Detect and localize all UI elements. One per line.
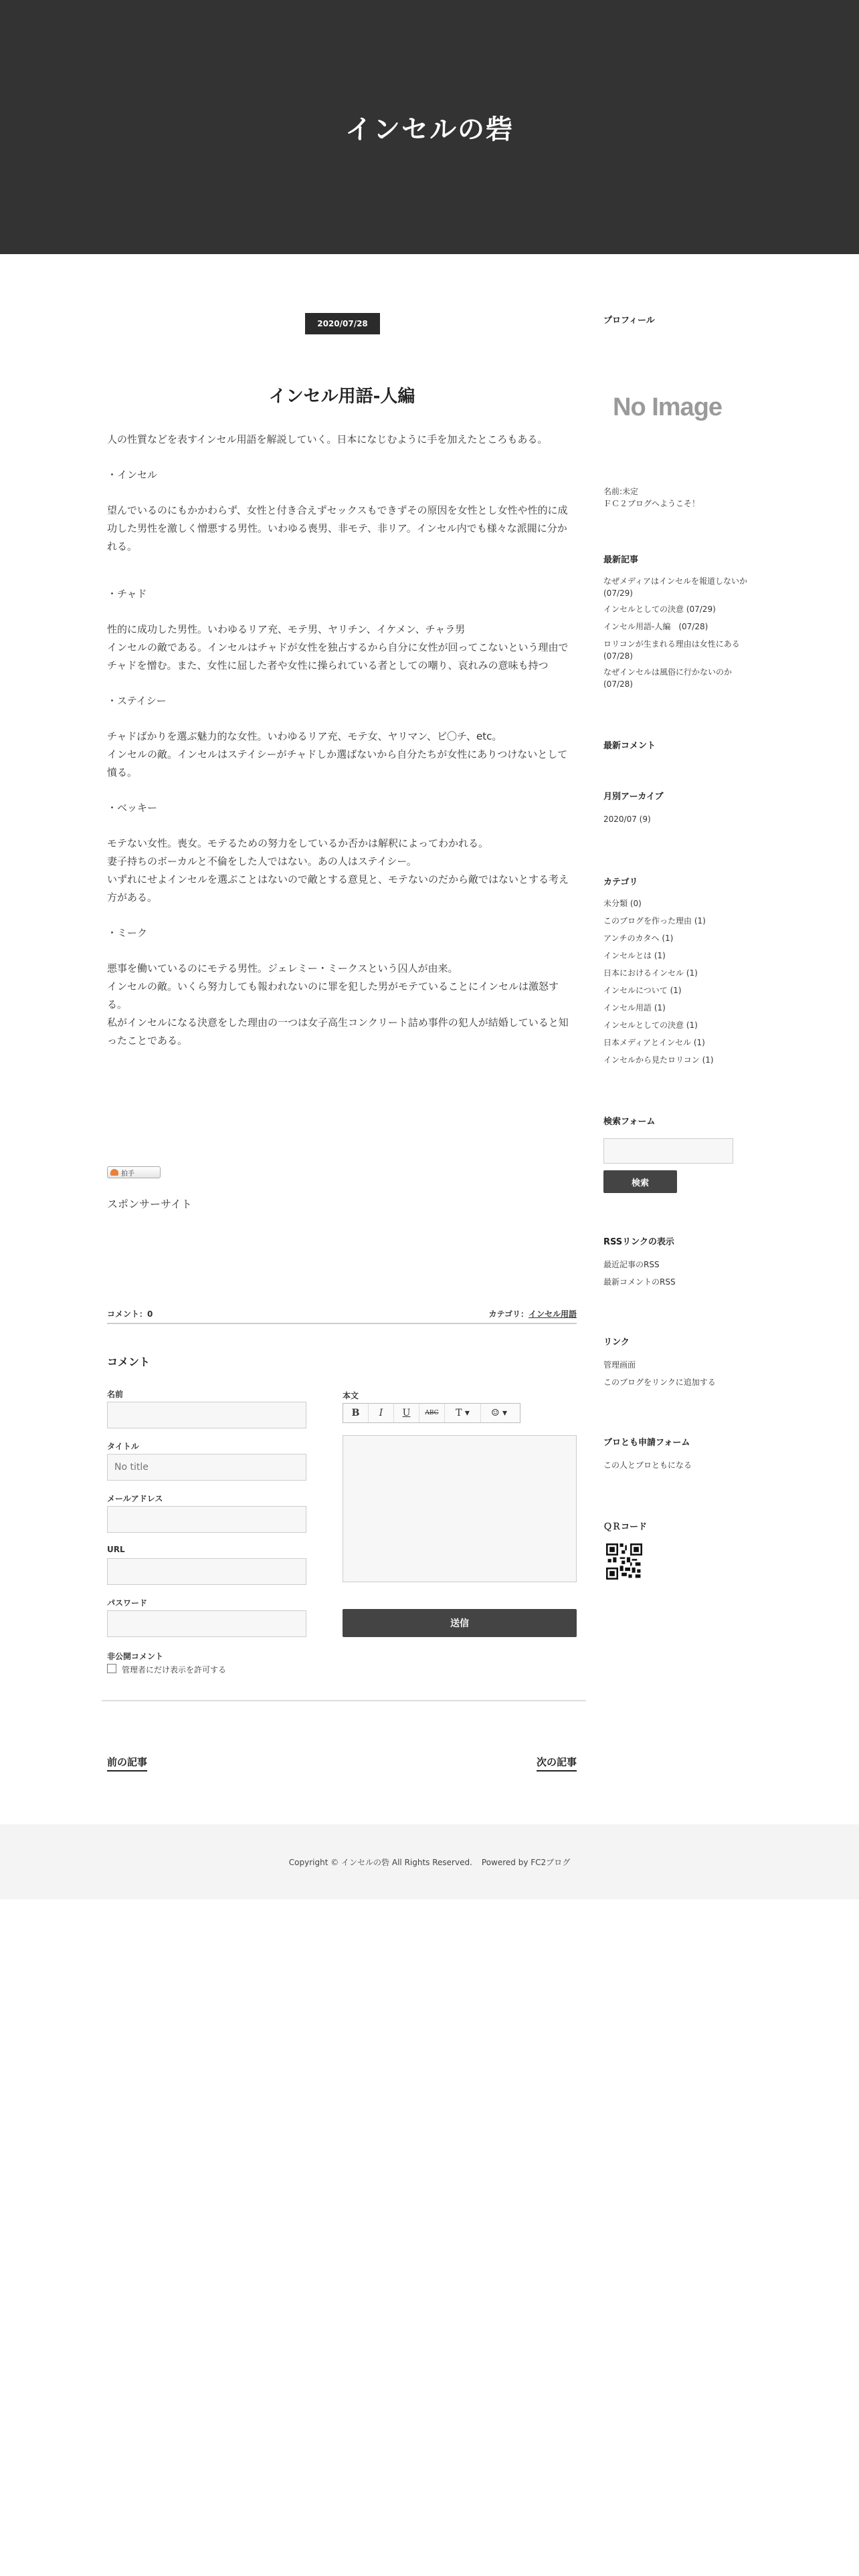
recent-entry-link[interactable]: ロリコンが生まれる理由は女性にある (07/28) [603, 639, 740, 661]
rss-link[interactable]: 最近記事のRSS [603, 1260, 660, 1269]
category-item[interactable]: インセルとは (1) [603, 951, 666, 960]
clap-label: 拍手 [121, 1170, 134, 1178]
recent-entry-link[interactable]: インセルとしての決意 (07/29) [603, 605, 716, 614]
url-input[interactable] [107, 1558, 306, 1585]
recent-entry-link[interactable]: なぜインセルは風俗に行かないのか (07/28) [603, 667, 733, 689]
entry-paragraph: 性的に成功した男性。いわゆるリア充、モテ男、ヤリチン、イケメン、チャラ男 インセルの敵である。インセルはチャドが女性を独占するから自分に女性が回ってこないという理由でチャドを憎む。また、女性に屈した者や女性に操られている者としての嘲り、哀れみの意味も持つ [107, 623, 569, 671]
email-input[interactable] [107, 1506, 306, 1533]
url-label: URL [107, 1545, 125, 1554]
entry-paragraph: 悪事を働いているのにモテる男性。ジェレミー・ミークスという囚人が由来。 インセルの敵。いくら努力しても報われないのに罪を犯した男がモテていることにインセルは激怒する。 私がインセルになる決意をした理由の一つは女子高生コンクリート詰め事件の犯人が結婚していると知ったことである。 [107, 962, 569, 1047]
name-label: 名前 [107, 1390, 124, 1399]
search-button[interactable]: 検索 [603, 1170, 677, 1193]
entry-paragraph: 望んでいるのにもかかわらず、女性と付き合えずセックスもできずその原因を女性とし女性や性的に成功した男性を激しく憎悪する男性。いわゆる喪男、非モテ、非リア。インセル内でも様々な派閥に分かれる。 [107, 504, 568, 552]
entry-footer [107, 1304, 577, 1324]
bold-button[interactable]: B [343, 1404, 369, 1422]
submit-button[interactable]: 送信 [343, 1609, 577, 1637]
admin-link[interactable]: 管理画面 [603, 1360, 636, 1370]
recent-comments-title: 最新コメント [603, 741, 656, 751]
powered-by-link[interactable]: Powered by FC2ブログ [481, 1857, 571, 1867]
site-title[interactable]: インセルの砦 [345, 114, 514, 145]
font-size-dropdown[interactable]: T ▾ [445, 1404, 481, 1422]
next-entry-link[interactable]: 次の記事 [537, 1755, 577, 1772]
italic-button[interactable]: I [369, 1404, 394, 1422]
rss-link[interactable]: 最新コメントのRSS [603, 1277, 676, 1287]
sponsor-label: スポンサーサイト [107, 1198, 192, 1210]
entry-body [107, 431, 577, 1067]
category-item[interactable]: 日本メディアとインセル (1) [603, 1038, 705, 1047]
entry-paragraph: ・インセル [107, 469, 158, 481]
comment-heading: コメント [107, 1356, 151, 1368]
copyright-text: Copyright © インセルの砦 All Rights Reserved. [288, 1857, 472, 1867]
comment-count-link[interactable]: コメント：0 [107, 1309, 153, 1319]
divider [102, 1700, 586, 1701]
profile-title: プロフィール [603, 316, 655, 326]
private-option-label: 管理者にだけ表示を許可する [122, 1665, 227, 1675]
category-item[interactable]: 日本におけるインセル (1) [603, 968, 698, 978]
private-label: 非公開コメント [107, 1652, 164, 1661]
entry-date: 2020/07/28 [305, 313, 380, 334]
entry-paragraph: 人の性質などを表すインセル用語を解説していく。日本になじむように手を加えたところもある。 [107, 433, 548, 445]
password-input[interactable] [107, 1610, 306, 1637]
category-link[interactable]: インセル用語 [528, 1309, 577, 1319]
friend-link[interactable]: この人とブロともになる [603, 1461, 692, 1470]
entry-paragraph: ・ミーク [107, 927, 148, 939]
category-prefix: カテゴリ： [488, 1309, 529, 1319]
entry-category [488, 1308, 577, 1319]
category-item[interactable]: 未分類 (0) [603, 899, 642, 908]
add-link-link[interactable]: このブログをリンクに追加する [603, 1378, 716, 1387]
private-checkbox[interactable] [107, 1664, 116, 1673]
clap-icon [110, 1169, 118, 1176]
recent-entry-link[interactable]: なぜメディアはインセルを報道しないか (07/29) [603, 576, 748, 598]
entry-paragraph: ・チャド [107, 588, 147, 600]
strike-button[interactable]: ABC [419, 1404, 445, 1422]
profile-greeting: ＦＣ２ブログへようこそ！ [603, 499, 700, 508]
title-input[interactable] [107, 1454, 306, 1481]
comment-body-textarea[interactable] [343, 1435, 577, 1582]
emoji-dropdown[interactable]: ☺ ▾ [490, 1408, 508, 1418]
name-input[interactable] [107, 1402, 306, 1428]
entry-paragraph: モテない女性。喪女。モテるための努力をしているか否かは解釈によってわかれる。 妻子持ちのボーカルと不倫をした人ではない。あの人はステイシー。 いずれにせよインセルを選ぶことはないので敵とする意見と、モテないのだから敵ではないとする考え方がある。 [107, 837, 569, 903]
qr-title: ＱＲコード [603, 1522, 648, 1532]
email-label: メールアドレス [107, 1494, 163, 1503]
underline-button[interactable]: U [394, 1404, 419, 1422]
category-title: カテゴリ [603, 877, 638, 887]
site-footer [0, 1824, 859, 1899]
body-label: 本文 [343, 1391, 359, 1400]
search-title: 検索フォーム [603, 1117, 656, 1127]
editor-toolbar [343, 1403, 520, 1423]
entry-title: インセル用語-人編 [268, 387, 415, 407]
qr-code-image [606, 1543, 642, 1580]
category-item[interactable]: インセルとしての決意 (1) [603, 1021, 698, 1030]
category-item[interactable]: アンチのカタヘ (1) [603, 934, 674, 943]
profile-name: 名前:未定 [603, 487, 639, 496]
category-list [603, 895, 714, 1069]
links-title: リンク [603, 1337, 630, 1348]
archive-link[interactable]: 2020/07 (9) [603, 815, 651, 824]
search-input[interactable] [603, 1138, 733, 1164]
rss-title: RSSリンクの表示 [603, 1237, 674, 1247]
password-label: パスワード [107, 1598, 148, 1608]
friend-title: ブロとも申請フォーム [603, 1438, 690, 1448]
title-label: タイトル [107, 1442, 139, 1451]
entry-paragraph: ・ステイシー [107, 695, 167, 707]
category-item[interactable]: インセルから見たロリコン (1) [603, 1055, 714, 1065]
recent-entries-title: 最新記事 [603, 555, 639, 565]
archive-title: 月別アーカイブ [603, 792, 664, 802]
category-item[interactable]: インセル用語 (1) [603, 1003, 666, 1012]
profile-image: No Image [613, 393, 723, 421]
recent-entry-link[interactable]: インセル用語-人編 (07/28) [603, 622, 708, 631]
prev-entry-link[interactable]: 前の記事 [107, 1755, 147, 1772]
entry-paragraph: ・ベッキー [107, 802, 158, 814]
site-header [0, 0, 859, 254]
category-item[interactable]: インセルについて (1) [603, 986, 682, 995]
category-item[interactable]: このブログを作った理由 (1) [603, 916, 706, 926]
clap-button[interactable] [107, 1166, 161, 1178]
entry-paragraph: チャドばかりを選ぶ魅力的な女性。いわゆるリア充、モテ女、ヤリマン、ビ〇チ、etc。 インセルの敵。インセルはステイシーがチャドしか選ばないから自分たちが女性にありつけないとして憤る。 [107, 730, 568, 778]
